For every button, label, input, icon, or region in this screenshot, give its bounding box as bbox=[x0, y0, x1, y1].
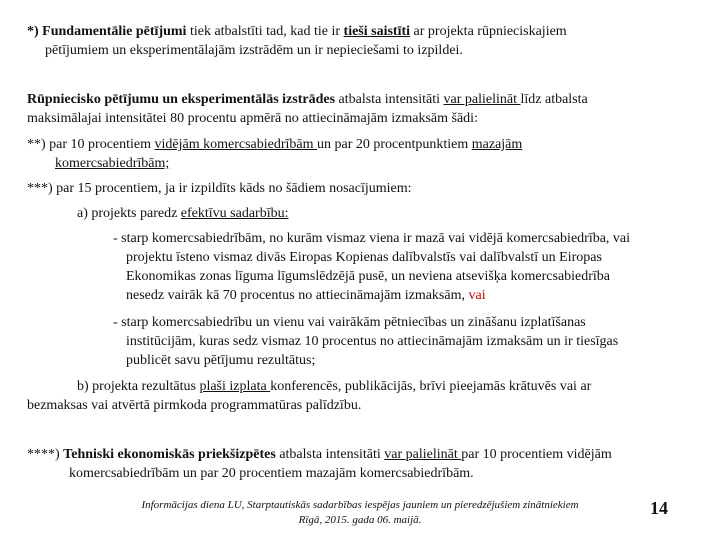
dash1-line3: Ekonomikas zonas līguma līgumslēdzējā pusē, un neviena atsevišķa komercsabiedrība bbox=[126, 269, 611, 284]
para5-text-a: ****) bbox=[27, 447, 64, 462]
term-effective-cooperation: efektīvu sadarbību: bbox=[180, 206, 289, 221]
dash2-line3: publicēt savu pētījumu rezultātus; bbox=[126, 353, 316, 368]
para5-text-c: par 10 procentiem vidējām bbox=[461, 447, 612, 462]
para3-line2: komercsabiedrībām; bbox=[55, 156, 170, 171]
para5-line2: komercsabiedrībām un par 20 procentiem mazajām komercsabiedrībām. bbox=[69, 466, 474, 481]
para4-line1: ***) par 15 procentiem, ja ir izpildīts kāds no šādiem nosacījumiem: bbox=[27, 181, 412, 196]
dash1-line1: - starp komercsabiedrībām, no kurām vismaz viena ir mazā vai vidējā komercsabiedrība, vai bbox=[113, 231, 631, 246]
para1-line1 bbox=[27, 23, 567, 41]
condition-a-text: a) projekts paredz bbox=[77, 206, 181, 221]
para5-text-b: atbalsta intensitāti bbox=[275, 447, 385, 462]
para5-line1 bbox=[27, 446, 612, 464]
dash1-line4 bbox=[126, 287, 486, 305]
term-small: mazajām bbox=[471, 137, 523, 152]
term-widely-disseminated: plaši izplata bbox=[199, 379, 271, 394]
para1-text-a: tiek atbalstīti tad, kad tie ir bbox=[186, 24, 344, 39]
dash2-line2: institūcijām, kuras sedz vismaz 10 procentus no attiecināmajām izmaksām un ir tiesīgas bbox=[126, 334, 619, 349]
term-medium-companies: vidējām komercsabiedrībām bbox=[154, 137, 318, 152]
dash1-line4-text: nesedz vairāk kā 70 procentus no attiecināmajām izmaksām, bbox=[126, 288, 469, 303]
para3-text-a: **) par 10 procentiem bbox=[27, 137, 155, 152]
footer-line2: Rīgā, 2015. gada 06. maijā. bbox=[298, 514, 422, 526]
para2-text-b: līdz atbalsta bbox=[520, 92, 588, 107]
footer bbox=[105, 498, 615, 528]
condition-b-line2: bezmaksas vai atvērtā pirmkoda programmatūras palīdzību. bbox=[27, 398, 362, 413]
page-number: 14 bbox=[650, 498, 668, 518]
term-fundamental-research: *) Fundamentālie pētījumi bbox=[27, 24, 187, 39]
condition-b bbox=[77, 378, 591, 396]
para2-line2: maksimālajai intensitātei 80 procentu apmērā no attiecināmajām izmaksām šādi: bbox=[27, 111, 478, 126]
term-industrial-research: Rūpniecisko pētījumu un eksperimentālās izstrādes bbox=[27, 92, 336, 107]
para3-line1 bbox=[27, 136, 522, 154]
para2-line1 bbox=[27, 91, 588, 109]
para1-line2: pētījumiem un eksperimentālajām izstrādēm un ir nepieciešami to izpildei. bbox=[45, 43, 463, 58]
condition-b-text-b: konferencēs, publikācijās, brīvi pieejamās krātuvēs vai ar bbox=[270, 379, 592, 394]
term-feasibility-study: Tehniski ekonomiskās priekšizpētes bbox=[63, 447, 276, 462]
para2-text-a: atbalsta intensitāti bbox=[335, 92, 444, 107]
dash2-line1: - starp komercsabiedrību un vienu vai vairākām pētniecības un zināšanu izplatīšanas bbox=[113, 315, 586, 330]
para1-text-b: ar projekta rūpnieciskajiem bbox=[410, 24, 567, 39]
para3-text-b: un par 20 procentpunktiem bbox=[317, 137, 472, 152]
dash1-line2: projektu īsteno vismaz divās Eiropas Kopienas dalībvalstīs vai dalībvalstī un Eiropas bbox=[126, 250, 602, 265]
condition-a bbox=[77, 205, 288, 223]
term-can-increase: var palielināt bbox=[443, 92, 521, 107]
highlight-or: vai bbox=[468, 288, 486, 303]
footer-line1: Informācijas diena LU, Starptautiskās sadarbības iespējas jauniem un pieredzējušiem zinātniekiem bbox=[141, 499, 579, 511]
term-directly-related: tieši saistīti bbox=[343, 24, 411, 39]
condition-b-text-a: b) projekta rezultātus bbox=[77, 379, 200, 394]
term-can-increase-2: var palielināt bbox=[384, 447, 462, 462]
